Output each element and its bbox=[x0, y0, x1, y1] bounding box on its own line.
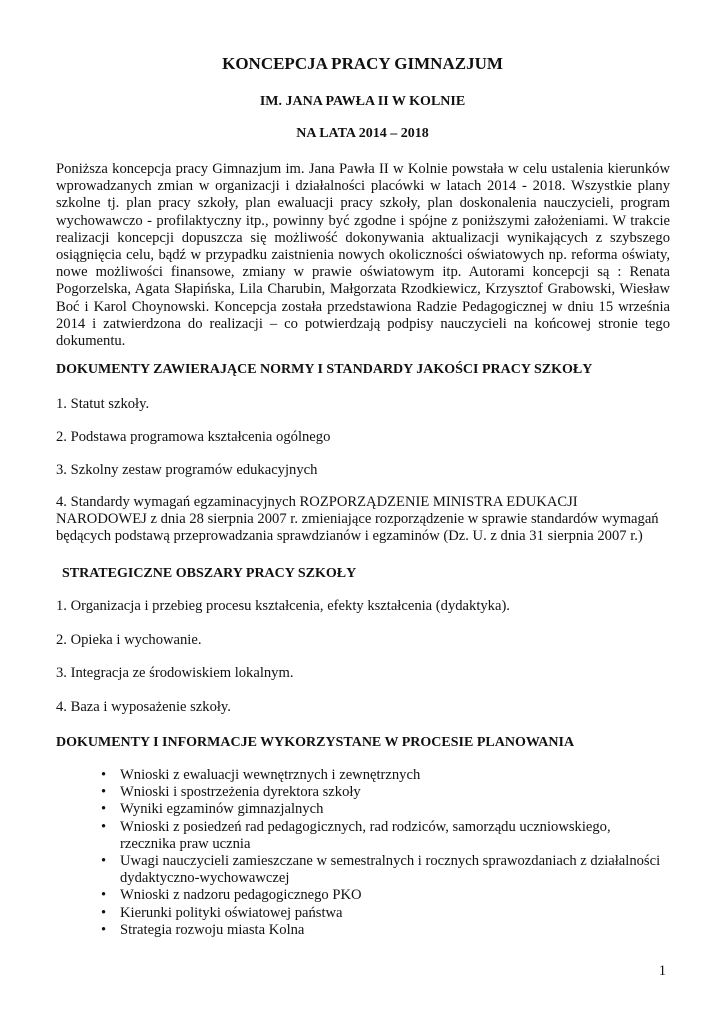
bullet-text: Wnioski z nadzoru pedagogicznego PKO bbox=[120, 887, 362, 904]
bullet-icon: • bbox=[101, 801, 107, 818]
page-title: KONCEPCJA PRACY GIMNAZJUM bbox=[222, 54, 503, 73]
bullet-text: Wnioski z ewaluacji wewnętrznych i zewnętrznych bbox=[120, 767, 421, 783]
list-item: 2. Podstawa programowa kształcenia ogólnego bbox=[56, 429, 331, 445]
bullet-text: Kierunki polityki oświatowej państwa bbox=[120, 904, 343, 921]
page-period: NA LATA 2014 – 2018 bbox=[296, 126, 429, 141]
bullet-text: dydaktyczno-wychowawczej bbox=[120, 870, 290, 887]
bullet-item bbox=[0, 922, 725, 939]
bullet-item-continuation bbox=[0, 870, 725, 887]
section-heading-areas: STRATEGICZNE OBSZARY PRACY SZKOŁY bbox=[62, 566, 357, 581]
list-item: 3. Integracja ze środowiskiem lokalnym. bbox=[56, 665, 294, 681]
bullet-icon: • bbox=[101, 818, 107, 835]
page-subtitle: IM. JANA PAWŁA II W KOLNIE bbox=[259, 94, 466, 109]
bullet-icon: • bbox=[101, 784, 107, 801]
bullet-item bbox=[0, 767, 725, 784]
bullet-item-continuation bbox=[0, 836, 725, 853]
list-item-line: 4. Standardy wymagań egzaminacyjnych ROZPORZĄDZENIE MINISTRA EDUKACJI bbox=[56, 494, 578, 510]
bullet-icon: • bbox=[101, 921, 107, 938]
list-item-line: będących podstawą przeprowadzania sprawdzianów i egzaminów (Dz. U. z dnia 31 sierpnia 2007 r.) bbox=[56, 528, 643, 545]
bullet-item bbox=[0, 905, 725, 922]
bullet-text: Wyniki egzaminów gimnazjalnych bbox=[120, 801, 324, 818]
list-item: 1. Organizacja i przebieg procesu kształcenia, efekty kształcenia (dydaktyka). bbox=[56, 598, 510, 614]
list-item: 3. Szkolny zestaw programów edukacyjnych bbox=[56, 462, 318, 478]
sources-bullet-list bbox=[0, 767, 725, 939]
bullet-text: rzecznika praw ucznia bbox=[120, 835, 251, 852]
list-item: 4. Baza i wyposażenie szkoły. bbox=[56, 699, 231, 715]
list-item: 1. Statut szkoły. bbox=[56, 396, 150, 412]
list-item-line: NARODOWEJ z dnia 28 sierpnia 2007 r. zmieniające rozporządzenie w sprawie standardów wymagań bbox=[56, 511, 659, 528]
bullet-text: Wnioski z posiedzeń rad pedagogicznych, rad rodziców, samorządu uczniowskiego, bbox=[120, 818, 611, 835]
section-heading-documents: DOKUMENTY ZAWIERAJĄCE NORMY I STANDARDY JAKOŚCI PRACY SZKOŁY bbox=[56, 362, 593, 377]
intro-paragraph: Poniższa koncepcja pracy Gimnazjum im. Jana Pawła II w Kolnie powstała w celu ustalenia kierunków wprowadzanych zmian w organizacji i działalności placówki w latach 2014 - 2018. Wszystkie plany szkolne tj. plan pracy szkoły, plan ewaluacji pracy szkoły, plan doskonalenia nauczycieli, program wychowawczo - profilaktyczny itp., powinny być zgodne i spójne z poniższymi założeniami. W trakcie realizacji koncepcji dopuszcza się możliwość dokonywania aktualizacji wynikających z szybszego osiągnięcia celu, bądź w przypadku zaistnienia nowych okoliczności oświatowych np. reforma oświaty, nowe możliwości finansowe, zmiany w prawie oświatowym itp. Autorami koncepcji są : Renata Pogorzelska, Agata Słapińska, Lila Charubin, Małgorzata Rzodkiewicz, Krzysztof Grabowski, Wiesław Boć i Karol Choynowski. Koncepcja została przedstawiona Radzie Pedagogicznej w dniu 15 września 2014 i zatwierdzona do realizacji – co potwierdzają podpisy nauczycieli na końcowej stronie tego dokumentu. bbox=[56, 161, 670, 350]
bullet-item bbox=[0, 887, 725, 904]
bullet-item bbox=[0, 819, 725, 836]
bullet-item bbox=[0, 784, 725, 801]
list-item-multiline bbox=[56, 494, 670, 546]
bullet-text: Uwagi nauczycieli zamieszczane w semestralnych i rocznych sprawozdaniach z działalności bbox=[120, 853, 661, 870]
page-number: 1 bbox=[658, 963, 666, 979]
bullet-icon: • bbox=[101, 767, 107, 783]
bullet-text: Wnioski i spostrzeżenia dyrektora szkoły bbox=[120, 784, 361, 801]
section-heading-sources: DOKUMENTY I INFORMACJE WYKORZYSTANE W PROCESIE PLANOWANIA bbox=[56, 735, 575, 750]
bullet-item bbox=[0, 801, 725, 818]
bullet-icon: • bbox=[101, 853, 107, 870]
bullet-icon: • bbox=[101, 887, 107, 904]
bullet-item bbox=[0, 853, 725, 870]
bullet-text: Strategia rozwoju miasta Kolna bbox=[120, 921, 305, 938]
bullet-icon: • bbox=[101, 904, 107, 921]
list-item: 2. Opieka i wychowanie. bbox=[56, 632, 202, 648]
